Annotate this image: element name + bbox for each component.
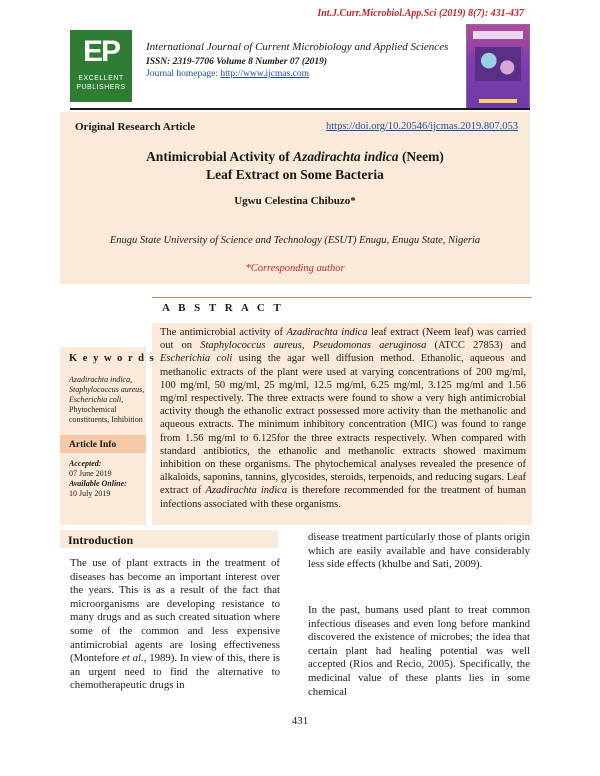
- author-name: Ugwu Celestina Chibuzo*: [234, 195, 356, 207]
- cover-artwork: [475, 47, 521, 81]
- abstract-species: Staphylococcus aureus, Pseudomonas aeruginosa: [200, 340, 427, 352]
- intro-column-right-para2: In the past, humans used plant to treat common infectious diseases and even long before mankind discovered the existence of microbes; the idea that certain plant had healing potential was well accepted (Rios and Recio, 2005). Specifically, the medicinal value of these plants lies in some chemical: [308, 604, 530, 698]
- title-line-2: Leaf Extract on Some Bacteria: [206, 167, 384, 182]
- abstract-rule: [152, 297, 532, 298]
- corresponding-author-note: *Corresponding author: [245, 263, 345, 274]
- journal-title: International Journal of Current Microbiology and Applied Sciences: [146, 41, 449, 53]
- author-affiliation: Enugu State University of Science and Technology (ESUT) Enugu, Enugu State, Nigeria: [109, 235, 481, 246]
- article-type: Original Research Article: [75, 121, 196, 133]
- article-info-heading: Article Info: [69, 440, 117, 450]
- title-species: Azadirachta indica: [293, 149, 399, 164]
- abstract-run: The antimicrobial activity of: [160, 327, 287, 338]
- intro-column-right-para1: disease treatment particularly those of plants origin which are easily available and have considerably less side effects (khulbe and Sati, 2009).: [308, 531, 530, 571]
- title-prefix: Antimicrobial Activity of: [146, 149, 294, 164]
- intro-etal: et al.: [121, 652, 144, 665]
- intro-run: , 1989). In view of this, there is an urgent need to find the alternative to chemotherapeutic drugs in: [70, 652, 280, 692]
- keywords-terms: Phytochemical constituents, Inhibition: [69, 405, 143, 424]
- header-divider: [70, 108, 530, 110]
- abstract-species: Azadirachta indica: [286, 327, 368, 338]
- homepage-link[interactable]: http://www.ijcmas.com: [220, 69, 309, 79]
- publisher-logo: [70, 30, 132, 102]
- accepted-date: 07 June 2019: [69, 469, 112, 478]
- available-date: 10 July 2019: [69, 489, 111, 498]
- keywords-list: [69, 375, 149, 425]
- journal-cover-image: [466, 24, 530, 110]
- abstract-species: Escherichia coli: [160, 353, 233, 365]
- title-suffix: (Neem): [398, 149, 444, 164]
- intro-column-left: [70, 557, 280, 693]
- doi-link[interactable]: [0, 121, 518, 132]
- issn-volume: ISSN: 2319-7706 Volume 8 Number 07 (2019): [146, 57, 328, 67]
- page-number: 431: [291, 715, 309, 727]
- logo-letters: EP: [82, 35, 120, 68]
- introduction-heading: Introduction: [68, 533, 134, 547]
- homepage-label: Journal homepage:: [146, 69, 221, 79]
- cover-masthead: [473, 31, 523, 39]
- abstract-run: is therefore recommended for the treatment of human infections associated with these organisms.: [160, 485, 526, 510]
- article-info-dates: [69, 459, 149, 499]
- abstract-run: leaf extract (Neem leaf) was carried out on: [160, 327, 526, 352]
- keywords-heading: K e y w o r d s: [69, 353, 156, 364]
- abstract-text: [160, 326, 526, 511]
- abstract-heading: A B S T R A C T: [162, 302, 284, 314]
- available-label: Available Online:: [69, 479, 127, 488]
- intro-run: The use of plant extracts in the treatment of diseases has become an important interest over the years. This is as a result of the fact that microorganisms are developing resistance to many drugs and as such created situation where some of the common and less expensive antimicrobial agents are losing effectiveness (Montefore: [70, 557, 280, 665]
- keywords-species: Azadirachta indica, Staphylococcus aureus, Escherichia coli,: [69, 375, 145, 404]
- abstract-run: using the agar well diffusion method. Ethanolic, aqueous and methanolic extracts of the plant were used at varying concentrations of 200 mg/ml, 100 mg/ml, 50 mg/ml, 25 mg/ml, 12.5 mg/ml, 6.25 mg/ml, 3.125 mg/ml and 1.56 mg/ml respectively. The three extracts were found to show a very high antimicrobial activity though the ethanolic extract possessed more activity than the methanolic and aqueous extracts. The minimum inhibitory concentration (MIC) was found to range from 1.56 mg/ml to 6.125for the three extracts respectively. When compared with standard antibiotics, the ethanolic and methanolic extracts showed maximum inhibition on these organisms. The phytochemical analyses revealed the presence of alkaloids, saponins, tannins, glycosides, steroids, terpenoids, and reducing sugars. Leaf extract of: [160, 353, 526, 497]
- paper-title: [60, 148, 530, 184]
- abstract-run: (ATCC 27853) and: [426, 340, 527, 352]
- cover-footer: [479, 99, 517, 103]
- doi-text[interactable]: https://doi.org/10.20546/ijcmas.2019.807.053: [325, 121, 518, 132]
- journal-homepage: [146, 69, 309, 79]
- logo-caption: EXCELLENT PUBLISHERS: [76, 75, 126, 91]
- journal-citation: Int.J.Curr.Microbiol.App.Sci (2019) 8(7): 431-437: [317, 8, 524, 19]
- abstract-species: Azadirachta indica: [205, 485, 288, 497]
- accepted-label: Accepted:: [69, 459, 102, 468]
